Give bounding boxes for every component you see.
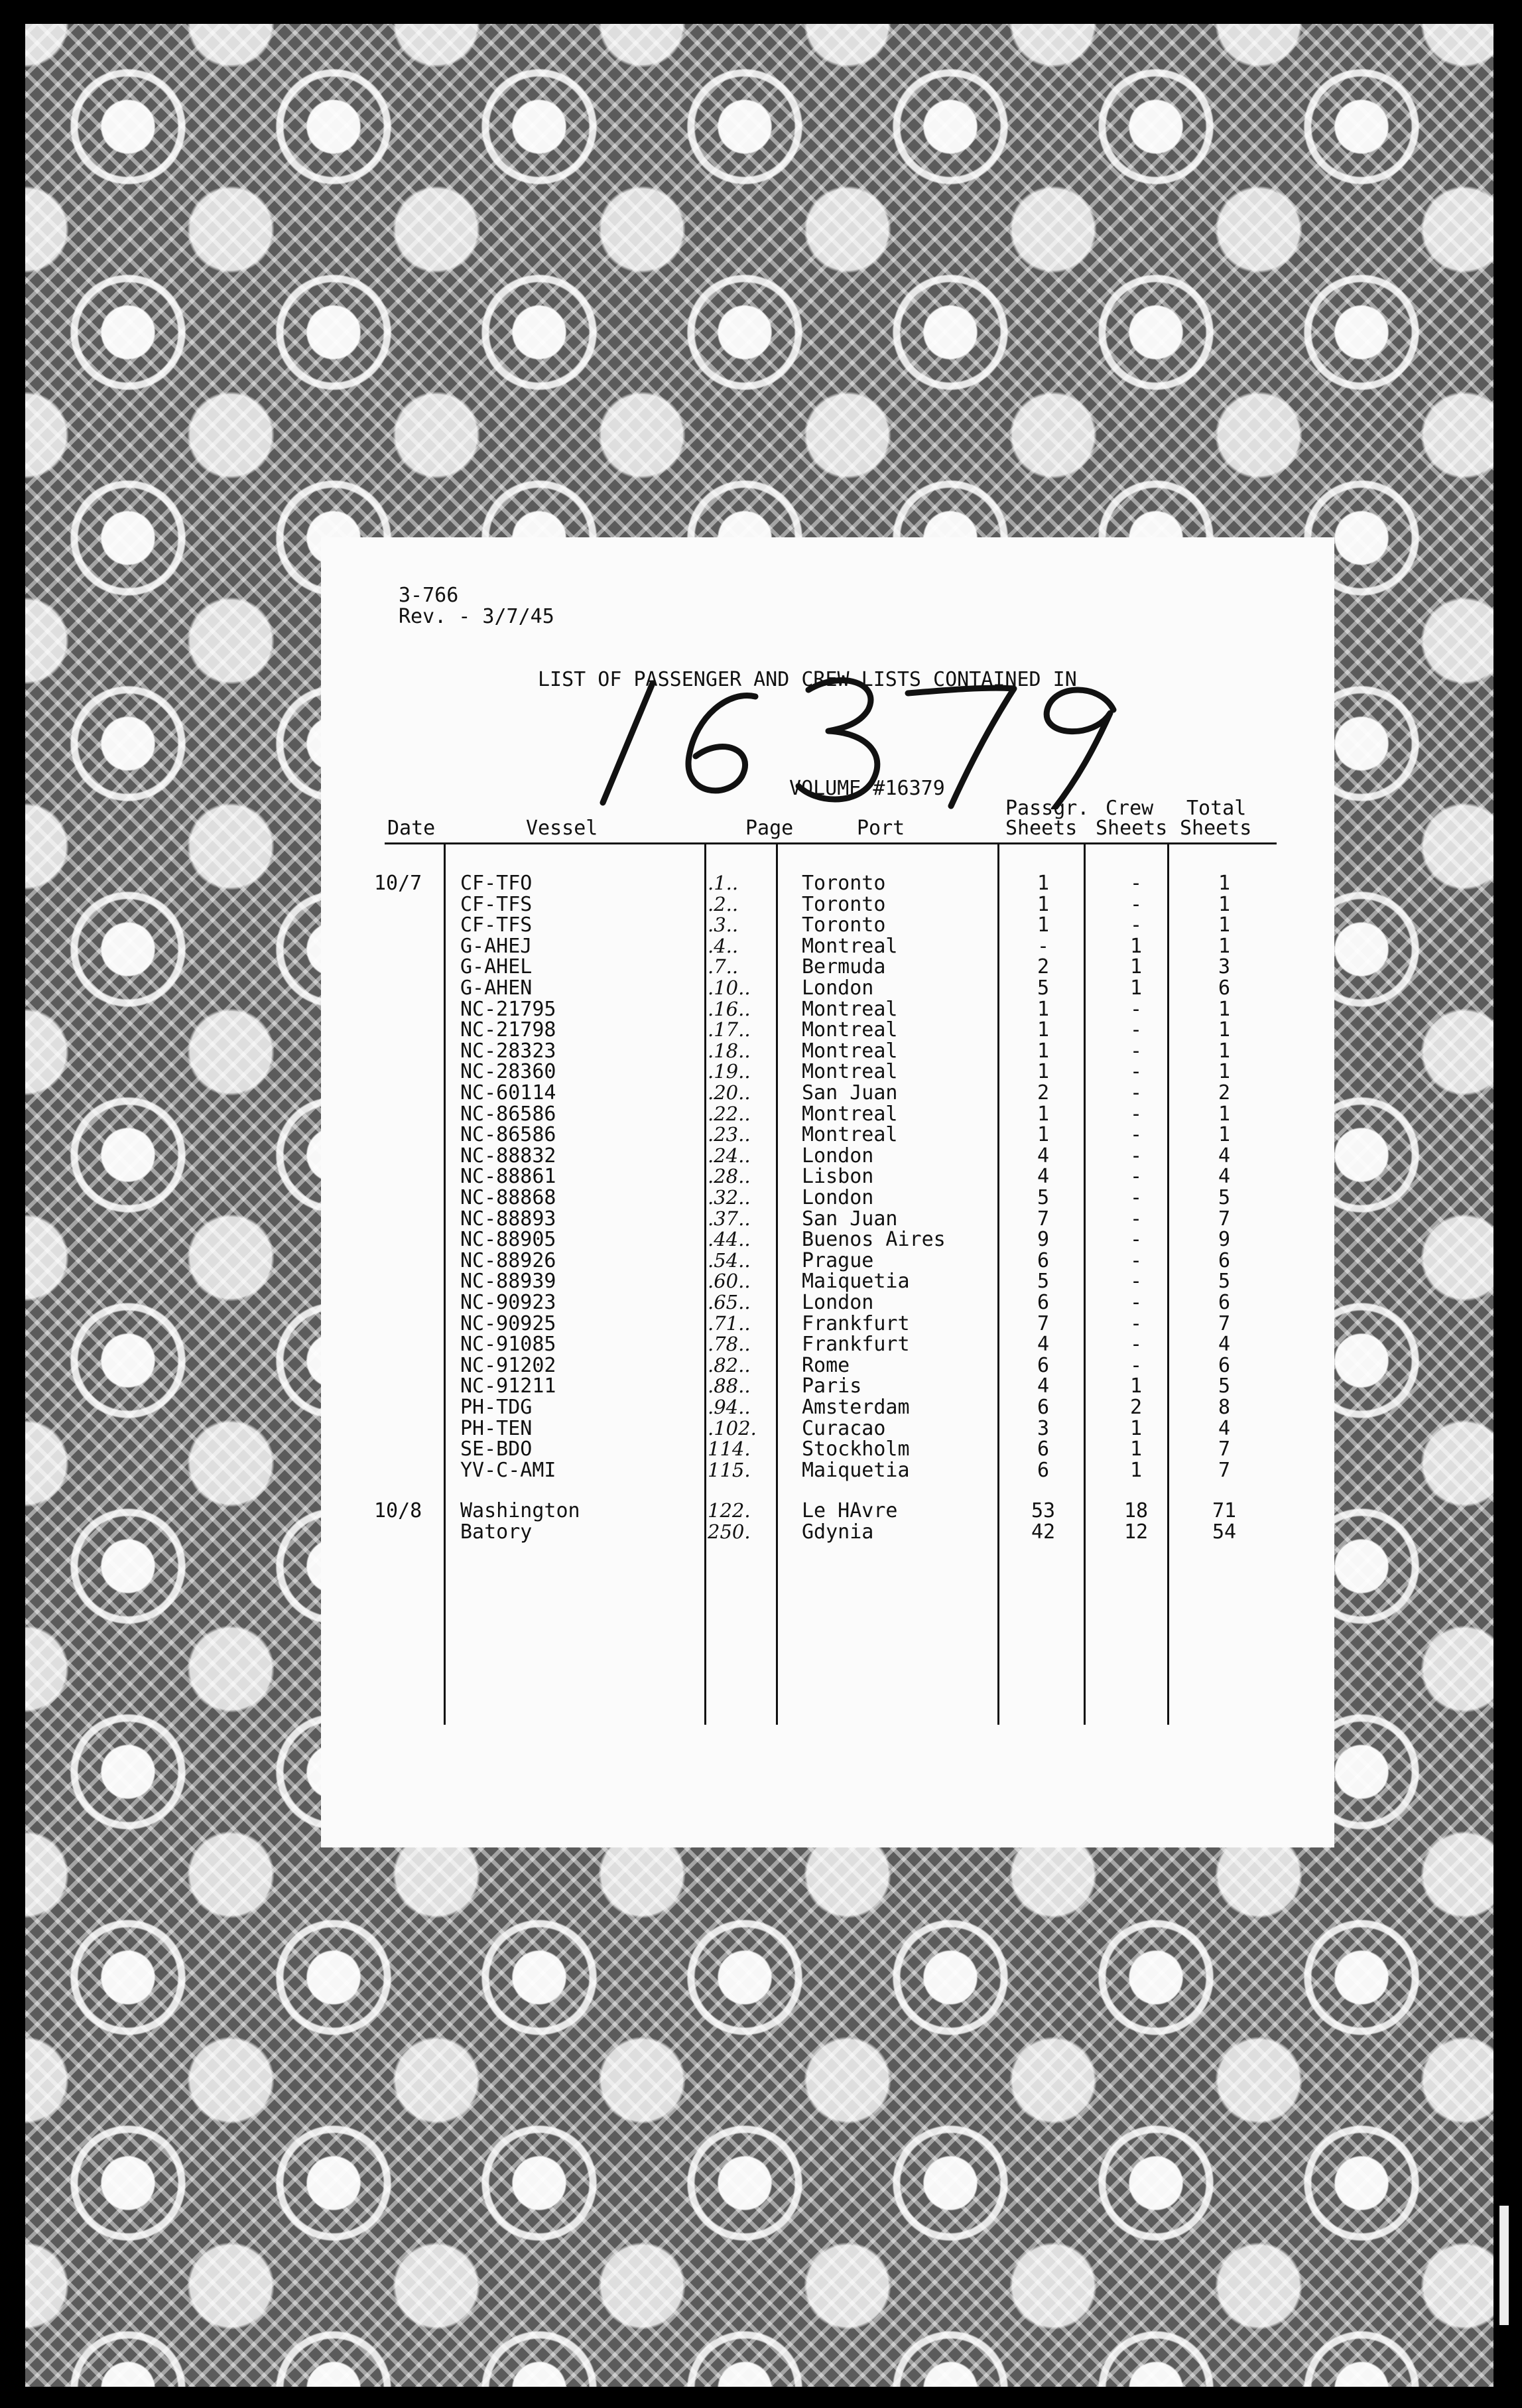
row-crew-sheets: -: [1129, 1039, 1143, 1063]
row-passgr-sheets: 4: [1037, 1144, 1050, 1168]
row-vessel: CF-TFS: [460, 892, 533, 916]
row-port: Curacao: [802, 1416, 886, 1440]
row-passgr-sheets: 1: [1037, 892, 1050, 916]
row-total-sheets: 5: [1218, 1270, 1231, 1294]
row-total-sheets: 8: [1218, 1396, 1231, 1419]
row-page: .19..: [708, 1060, 751, 1083]
row-page: .3..: [708, 913, 739, 937]
row-vessel: NC-21798: [460, 1018, 556, 1042]
row-total-sheets: 1: [1218, 1123, 1231, 1147]
row-total-sheets: 1: [1218, 1060, 1231, 1084]
row-total-sheets: 9: [1218, 1228, 1231, 1252]
row-page: .22..: [708, 1102, 751, 1125]
row-port: London: [802, 976, 874, 1000]
row-page: .20..: [708, 1081, 751, 1104]
row-vessel: CF-TFS: [460, 913, 533, 937]
row-passgr-sheets: 9: [1037, 1228, 1050, 1252]
row-port: Gdynia: [802, 1520, 874, 1544]
row-passgr-sheets: -: [1037, 934, 1050, 958]
row-crew-sheets: -: [1129, 1207, 1143, 1231]
row-passgr-sheets: 1: [1037, 1123, 1050, 1147]
row-total-sheets: 3: [1218, 955, 1231, 979]
row-page: .44..: [708, 1228, 751, 1251]
row-page: .28..: [708, 1165, 751, 1188]
row-passgr-sheets: 4: [1037, 1333, 1050, 1357]
row-date: 10/7: [374, 872, 422, 895]
row-passgr-sheets: 2: [1037, 1081, 1050, 1104]
row-page: .23..: [708, 1123, 751, 1146]
row-vessel: Washington: [460, 1499, 580, 1523]
row-port: London: [802, 1144, 874, 1168]
row-passgr-sheets: 6: [1037, 1396, 1050, 1419]
header-total: Total: [1186, 797, 1247, 820]
row-crew-sheets: -: [1129, 1081, 1143, 1104]
row-page: .94..: [708, 1396, 751, 1418]
row-passgr-sheets: 5: [1037, 1270, 1050, 1294]
row-page: .32..: [708, 1186, 751, 1209]
row-total-sheets: 4: [1218, 1333, 1231, 1357]
row-port: Prague: [802, 1248, 874, 1272]
row-port: Maiquetia: [802, 1458, 910, 1482]
column-divider-port: [997, 842, 999, 1725]
row-vessel: G-AHEJ: [460, 934, 533, 958]
row-vessel: NC-88939: [460, 1270, 556, 1294]
row-crew-sheets: -: [1129, 1060, 1143, 1084]
row-passgr-sheets: 1: [1037, 1102, 1050, 1126]
row-total-sheets: 1: [1218, 1039, 1231, 1063]
row-total-sheets: 4: [1218, 1416, 1231, 1440]
row-port: Amsterdam: [802, 1396, 910, 1419]
column-divider-crew: [1167, 842, 1169, 1725]
row-total-sheets: 4: [1218, 1165, 1231, 1189]
row-crew-sheets: -: [1129, 1291, 1143, 1314]
row-page: .54..: [708, 1248, 751, 1272]
row-passgr-sheets: 7: [1037, 1207, 1050, 1231]
row-page: .24..: [708, 1144, 751, 1167]
row-vessel: NC-91202: [460, 1353, 556, 1377]
row-total-sheets: 1: [1218, 1018, 1231, 1042]
row-crew-sheets: -: [1129, 997, 1143, 1021]
row-total-sheets: 5: [1218, 1374, 1231, 1398]
row-port: Frankfurt: [802, 1311, 910, 1335]
row-vessel: PH-TEN: [460, 1416, 533, 1440]
header-rule: [385, 842, 1277, 844]
row-crew-sheets: -: [1129, 1186, 1143, 1209]
row-passgr-sheets: 1: [1037, 1018, 1050, 1042]
header-crew: Crew: [1106, 797, 1154, 820]
row-crew-sheets: -: [1129, 1353, 1143, 1377]
row-crew-sheets: 1: [1129, 1458, 1143, 1482]
row-total-sheets: 54: [1212, 1520, 1237, 1544]
row-crew-sheets: -: [1129, 1123, 1143, 1147]
header-passgr: Passgr.: [1005, 797, 1090, 820]
row-page: 115.: [708, 1458, 751, 1481]
row-page: 122.: [708, 1499, 751, 1522]
row-crew-sheets: -: [1129, 1270, 1143, 1294]
row-vessel: CF-TFO: [460, 872, 533, 895]
row-page: .7..: [708, 955, 739, 978]
row-port: Toronto: [802, 913, 886, 937]
header-total-sheets: Sheets: [1180, 817, 1252, 840]
row-crew-sheets: 1: [1129, 955, 1143, 979]
row-passgr-sheets: 5: [1037, 976, 1050, 1000]
row-total-sheets: 1: [1218, 913, 1231, 937]
row-crew-sheets: -: [1129, 1311, 1143, 1335]
row-vessel: NC-88861: [460, 1165, 556, 1189]
row-vessel: G-AHEL: [460, 955, 533, 979]
row-port: Toronto: [802, 872, 886, 895]
row-port: Lisbon: [802, 1165, 874, 1189]
row-crew-sheets: -: [1129, 1333, 1143, 1357]
edge-mark: [1499, 2206, 1509, 2325]
row-vessel: NC-86586: [460, 1102, 556, 1126]
row-page: .2..: [708, 892, 739, 915]
column-divider-date: [444, 842, 446, 1725]
row-passgr-sheets: 6: [1037, 1248, 1050, 1272]
row-crew-sheets: -: [1129, 1018, 1143, 1042]
row-total-sheets: 1: [1218, 1102, 1231, 1126]
row-total-sheets: 1: [1218, 872, 1231, 895]
row-page: .17..: [708, 1018, 751, 1041]
row-total-sheets: 7: [1218, 1438, 1231, 1461]
row-total-sheets: 6: [1218, 1291, 1231, 1314]
row-port: Frankfurt: [802, 1333, 910, 1357]
row-port: Le HAvre: [802, 1499, 898, 1523]
form-code: 3-766: [399, 584, 459, 607]
handwritten-volume-number: [590, 670, 1120, 809]
document-card: [321, 537, 1334, 1847]
row-vessel: G-AHEN: [460, 976, 533, 1000]
row-vessel: NC-88905: [460, 1228, 556, 1252]
row-port: Montreal: [802, 997, 898, 1021]
row-page: 250.: [708, 1520, 751, 1543]
row-vessel: YV-C-AMI: [460, 1458, 556, 1482]
row-vessel: Batory: [460, 1520, 533, 1544]
row-total-sheets: 6: [1218, 1248, 1231, 1272]
row-passgr-sheets: 1: [1037, 1039, 1050, 1063]
header-passgr-sheets: Sheets: [1005, 817, 1078, 840]
row-port: Montreal: [802, 934, 898, 958]
row-crew-sheets: -: [1129, 872, 1143, 895]
row-crew-sheets: 1: [1129, 1438, 1143, 1461]
row-total-sheets: 1: [1218, 934, 1231, 958]
row-port: London: [802, 1291, 874, 1314]
row-crew-sheets: 1: [1129, 1416, 1143, 1440]
row-passgr-sheets: 2: [1037, 955, 1050, 979]
row-vessel: NC-90923: [460, 1291, 556, 1314]
row-page: .37..: [708, 1207, 751, 1230]
row-port: Paris: [802, 1374, 862, 1398]
row-passgr-sheets: 53: [1031, 1499, 1056, 1523]
column-divider-vessel: [704, 842, 706, 1725]
volume-label: VOLUME #16379: [789, 777, 945, 800]
row-page: .82..: [708, 1353, 751, 1376]
row-port: Montreal: [802, 1123, 898, 1147]
row-vessel: NC-88832: [460, 1144, 556, 1168]
row-vessel: NC-88926: [460, 1248, 556, 1272]
row-page: .60..: [708, 1270, 751, 1293]
row-passgr-sheets: 42: [1031, 1520, 1056, 1544]
row-port: Montreal: [802, 1039, 898, 1063]
form-revision: Rev. - 3/7/45: [399, 605, 554, 628]
row-page: .18..: [708, 1039, 751, 1062]
row-page: .71..: [708, 1311, 751, 1335]
row-page: .78..: [708, 1333, 751, 1356]
row-passgr-sheets: 3: [1037, 1416, 1050, 1440]
row-vessel: NC-91211: [460, 1374, 556, 1398]
row-crew-sheets: -: [1129, 1248, 1143, 1272]
row-total-sheets: 7: [1218, 1311, 1231, 1335]
row-total-sheets: 1: [1218, 892, 1231, 916]
row-port: Montreal: [802, 1102, 898, 1126]
row-page: 114.: [708, 1438, 751, 1461]
row-port: Montreal: [802, 1018, 898, 1042]
row-total-sheets: 1: [1218, 997, 1231, 1021]
row-total-sheets: 5: [1218, 1186, 1231, 1209]
row-port: Maiquetia: [802, 1270, 910, 1294]
row-crew-sheets: -: [1129, 1102, 1143, 1126]
row-crew-sheets: 1: [1129, 1374, 1143, 1398]
row-passgr-sheets: 5: [1037, 1186, 1050, 1209]
row-vessel: NC-90925: [460, 1311, 556, 1335]
row-passgr-sheets: 1: [1037, 997, 1050, 1021]
row-page: .102.: [708, 1416, 757, 1439]
row-total-sheets: 6: [1218, 1353, 1231, 1377]
row-page: .4..: [708, 934, 739, 957]
row-vessel: NC-21795: [460, 997, 556, 1021]
row-port: Montreal: [802, 1060, 898, 1084]
row-total-sheets: 71: [1212, 1499, 1237, 1523]
row-total-sheets: 7: [1218, 1207, 1231, 1231]
column-divider-passgr: [1084, 842, 1086, 1725]
row-port: San Juan: [802, 1207, 898, 1231]
row-vessel: NC-91085: [460, 1333, 556, 1357]
row-passgr-sheets: 1: [1037, 872, 1050, 895]
row-passgr-sheets: 6: [1037, 1291, 1050, 1314]
row-page: .1..: [708, 872, 739, 894]
row-passgr-sheets: 6: [1037, 1458, 1050, 1482]
form-title: LIST OF PASSENGER AND CREW LISTS CONTAINED IN: [538, 668, 1077, 691]
row-vessel: NC-86586: [460, 1123, 556, 1147]
header-vessel: Vessel: [526, 817, 598, 840]
row-port: Stockholm: [802, 1438, 910, 1461]
row-crew-sheets: 18: [1123, 1499, 1149, 1523]
row-vessel: NC-60114: [460, 1081, 556, 1104]
row-passgr-sheets: 6: [1037, 1353, 1050, 1377]
row-crew-sheets: -: [1129, 913, 1143, 937]
row-total-sheets: 2: [1218, 1081, 1231, 1104]
row-vessel: SE-BDO: [460, 1438, 533, 1461]
row-crew-sheets: -: [1129, 892, 1143, 916]
row-passgr-sheets: 7: [1037, 1311, 1050, 1335]
row-vessel: NC-28323: [460, 1039, 556, 1063]
row-passgr-sheets: 4: [1037, 1374, 1050, 1398]
row-crew-sheets: 12: [1123, 1520, 1149, 1544]
row-page: .65..: [708, 1291, 751, 1313]
row-port: Buenos Aires: [802, 1228, 946, 1252]
header-date: Date: [387, 817, 436, 840]
row-vessel: PH-TDG: [460, 1396, 533, 1419]
row-total-sheets: 7: [1218, 1458, 1231, 1482]
header-page: Page: [745, 817, 794, 840]
row-vessel: NC-88893: [460, 1207, 556, 1231]
row-total-sheets: 4: [1218, 1144, 1231, 1168]
header-crew-sheets: Sheets: [1096, 817, 1168, 840]
row-crew-sheets: -: [1129, 1165, 1143, 1189]
row-crew-sheets: 1: [1129, 934, 1143, 958]
header-port: Port: [857, 817, 905, 840]
row-passgr-sheets: 6: [1037, 1438, 1050, 1461]
row-crew-sheets: 2: [1129, 1396, 1143, 1419]
row-crew-sheets: 1: [1129, 976, 1143, 1000]
row-crew-sheets: -: [1129, 1228, 1143, 1252]
row-vessel: NC-28360: [460, 1060, 556, 1084]
row-page: .10..: [708, 976, 751, 999]
row-port: London: [802, 1186, 874, 1209]
row-port: Toronto: [802, 892, 886, 916]
row-total-sheets: 6: [1218, 976, 1231, 1000]
row-date: 10/8: [374, 1499, 422, 1523]
row-port: Bermuda: [802, 955, 886, 979]
row-passgr-sheets: 4: [1037, 1165, 1050, 1189]
column-divider-page: [776, 842, 778, 1725]
row-vessel: NC-88868: [460, 1186, 556, 1209]
row-port: San Juan: [802, 1081, 898, 1104]
row-passgr-sheets: 1: [1037, 1060, 1050, 1084]
row-port: Rome: [802, 1353, 850, 1377]
row-page: .88..: [708, 1374, 751, 1398]
row-crew-sheets: -: [1129, 1144, 1143, 1168]
row-passgr-sheets: 1: [1037, 913, 1050, 937]
row-page: .16..: [708, 997, 751, 1020]
